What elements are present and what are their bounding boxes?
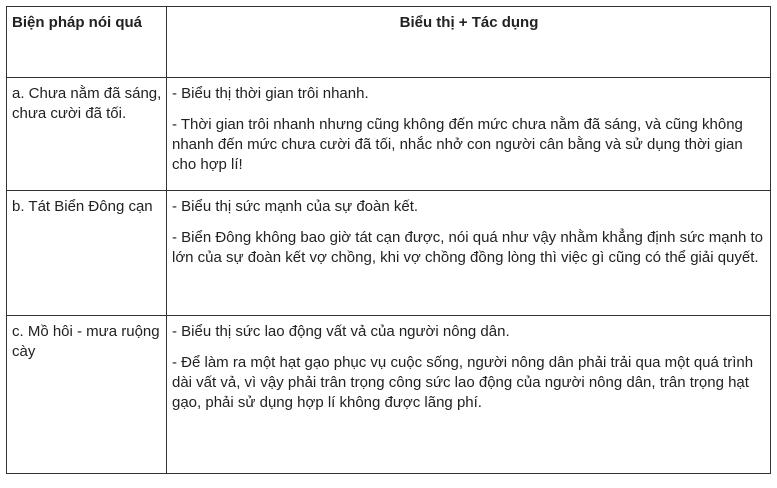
table-row: [7, 191, 771, 316]
row-effect: - Để làm ra một hạt gạo phục vụ cuộc sống, người nông dân phải trải qua một quá trình dài vất vả, vì vậy phải trân trọng công sức lao động của người nông dân, trân trọng hạt gạo, phải sử dụng hợp lí không được lãng phí.: [172, 354, 754, 411]
header-meaning-effect: Biểu thị + Tác dụng: [167, 7, 771, 78]
table-row: [7, 78, 771, 191]
row-meaning: - Biểu thị sức lao động vất vả của người nông dân.: [172, 323, 510, 340]
table-header-row: [7, 7, 771, 78]
row-meaning: - Biểu thị thời gian trôi nhanh.: [172, 85, 369, 102]
header-technique: Biện pháp nói quá: [7, 7, 167, 78]
row-label: a. Chưa nằm đã sáng, chưa cười đã tối.: [7, 78, 167, 191]
table-row: [7, 316, 771, 474]
hyperbole-table: [6, 6, 771, 474]
row-meaning: - Biểu thị sức mạnh của sự đoàn kết.: [172, 198, 419, 215]
row-content: [167, 191, 771, 316]
row-label: c. Mồ hôi - mưa ruộng cày: [7, 316, 167, 474]
row-content: [167, 78, 771, 191]
row-content: [167, 316, 771, 474]
row-label: b. Tát Biển Đông cạn: [7, 191, 167, 316]
row-effect: - Biển Đông không bao giờ tát cạn được, nói quá như vậy nhằm khẳng định sức mạnh to lớn của sự đoàn kết vợ chồng, khi vợ chồng đồng lòng thì việc gì cũng có thể giải quyết.: [172, 229, 763, 266]
row-effect: - Thời gian trôi nhanh nhưng cũng không đến mức chưa nằm đã sáng, và cũng không nhanh đến mức chưa cười đã tối, nhắc nhở con người cân bằng và sử dụng thời gian cho hợp lí!: [172, 116, 743, 173]
